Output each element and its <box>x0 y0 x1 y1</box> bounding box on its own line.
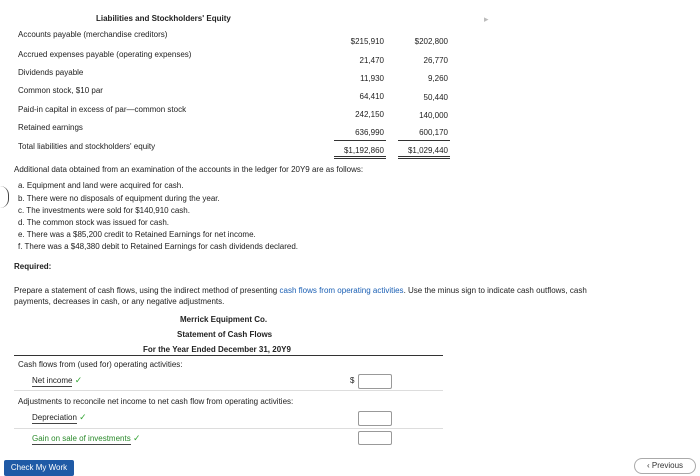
gain-on-sale-input[interactable] <box>358 431 392 445</box>
operating-activities-link[interactable]: cash flows from operating activities <box>279 286 404 295</box>
liabilities-heading: Liabilities and Stockholders' Equity <box>96 14 231 23</box>
row-value-2019-accrued-expenses: 21,470 <box>359 56 384 65</box>
row-value-2018-paid-in-capital: 140,000 <box>419 111 448 120</box>
list-item: a. Equipment and land were acquired for cash. <box>18 181 184 190</box>
statement-period: For the Year Ended December 31, 20Y9 <box>143 345 291 354</box>
total-double-rule-2018 <box>398 156 450 159</box>
required-label: Required: <box>14 262 52 271</box>
row-label-common-stock: Common stock, $10 par <box>18 86 103 95</box>
checkmark-icon: ✓ <box>132 433 141 443</box>
list-item: b. There were no disposals of equipment during the year. <box>18 194 220 203</box>
statement-title: Statement of Cash Flows <box>177 330 273 339</box>
total-value-2018: $1,029,440 <box>407 146 448 155</box>
subtotal-rule-2018 <box>398 140 450 141</box>
total-value-2019: $1,192,860 <box>343 146 384 155</box>
total-double-rule-2019 <box>334 156 386 159</box>
row-value-2019-retained-earnings: 636,990 <box>355 128 384 137</box>
row-value-2018-accounts-payable: $202,800 <box>414 37 448 46</box>
net-income-label: Net income <box>32 376 73 385</box>
row-label-total-liabilities: Total liabilities and stockholders' equity <box>18 142 156 151</box>
row-label-accounts-payable: Accounts payable (merchandise creditors) <box>18 30 168 39</box>
row-value-2018-common-stock: 50,440 <box>423 93 448 102</box>
checkmark-icon: ✓ <box>79 412 87 422</box>
list-item: c. The investments were sold for $140,910 cash. <box>18 206 190 215</box>
row-divider <box>14 390 443 391</box>
previous-label: Previous <box>651 461 684 470</box>
row-label-paid-in-capital: Paid-in capital in excess of par—common stock <box>18 105 187 114</box>
previous-button[interactable] <box>634 458 696 474</box>
row-value-2019-common-stock: 64,410 <box>359 92 384 101</box>
list-item: e. There was a $85,200 credit to Retained Earnings for net income. <box>18 230 256 239</box>
net-income-row <box>32 375 82 386</box>
row-label-retained-earnings: Retained earnings <box>18 123 83 132</box>
depreciation-label: Depreciation <box>32 413 77 422</box>
depreciation-row <box>32 412 87 423</box>
statement-header-rule <box>14 355 443 356</box>
row-value-2018-dividends-payable: 9,260 <box>427 74 448 83</box>
required-text: Prepare a statement of cash flows, using the indirect method of presenting <box>14 286 278 295</box>
additional-data-intro: Additional data obtained from an examination of the accounts in the ledger for 20Y9 are as follows: <box>14 165 364 174</box>
adjustments-label: Adjustments to reconcile net income to net cash flow from operating activities: <box>18 397 294 406</box>
required-instructions <box>14 286 587 295</box>
checkmark-icon: ✓ <box>74 375 83 385</box>
chevron-left-icon: ‹ <box>646 461 650 470</box>
row-value-2019-accounts-payable: $215,910 <box>350 37 384 46</box>
row-value-2019-paid-in-capital: 242,150 <box>355 110 384 119</box>
list-item: f. There was a $48,380 debit to Retained Earnings for cash dividends declared. <box>18 242 299 251</box>
row-label-accrued-expenses: Accrued expenses payable (operating expenses) <box>18 50 192 59</box>
decorative-arrow-icon: ▸ <box>484 14 489 24</box>
required-text-line2: payments, decreases in cash, or any negative adjustments. <box>14 297 225 306</box>
row-divider <box>14 428 443 429</box>
list-item: d. The common stock was issued for cash. <box>18 218 170 227</box>
depreciation-input[interactable] <box>358 411 392 426</box>
gain-on-sale-row <box>32 433 141 444</box>
required-text-cont: . Use the minus sign to indicate cash outflows, cash <box>403 286 587 295</box>
row-value-2018-retained-earnings: 600,170 <box>419 128 448 137</box>
company-name: Merrick Equipment Co. <box>180 315 268 324</box>
check-my-work-button[interactable]: Check My Work <box>4 460 74 476</box>
gain-on-sale-label: Gain on sale of investments <box>32 434 131 443</box>
operating-activities-label: Cash flows from (used for) operating activities: <box>18 360 183 369</box>
row-value-2018-accrued-expenses: 26,770 <box>423 56 448 65</box>
row-label-dividends-payable: Dividends payable <box>18 68 84 77</box>
row-value-2019-dividends-payable: 11,930 <box>360 74 384 83</box>
collapse-bracket-icon[interactable] <box>0 186 9 208</box>
dollar-sign: $ <box>350 376 355 385</box>
net-income-input[interactable] <box>358 374 392 389</box>
subtotal-rule-2019 <box>334 140 386 141</box>
